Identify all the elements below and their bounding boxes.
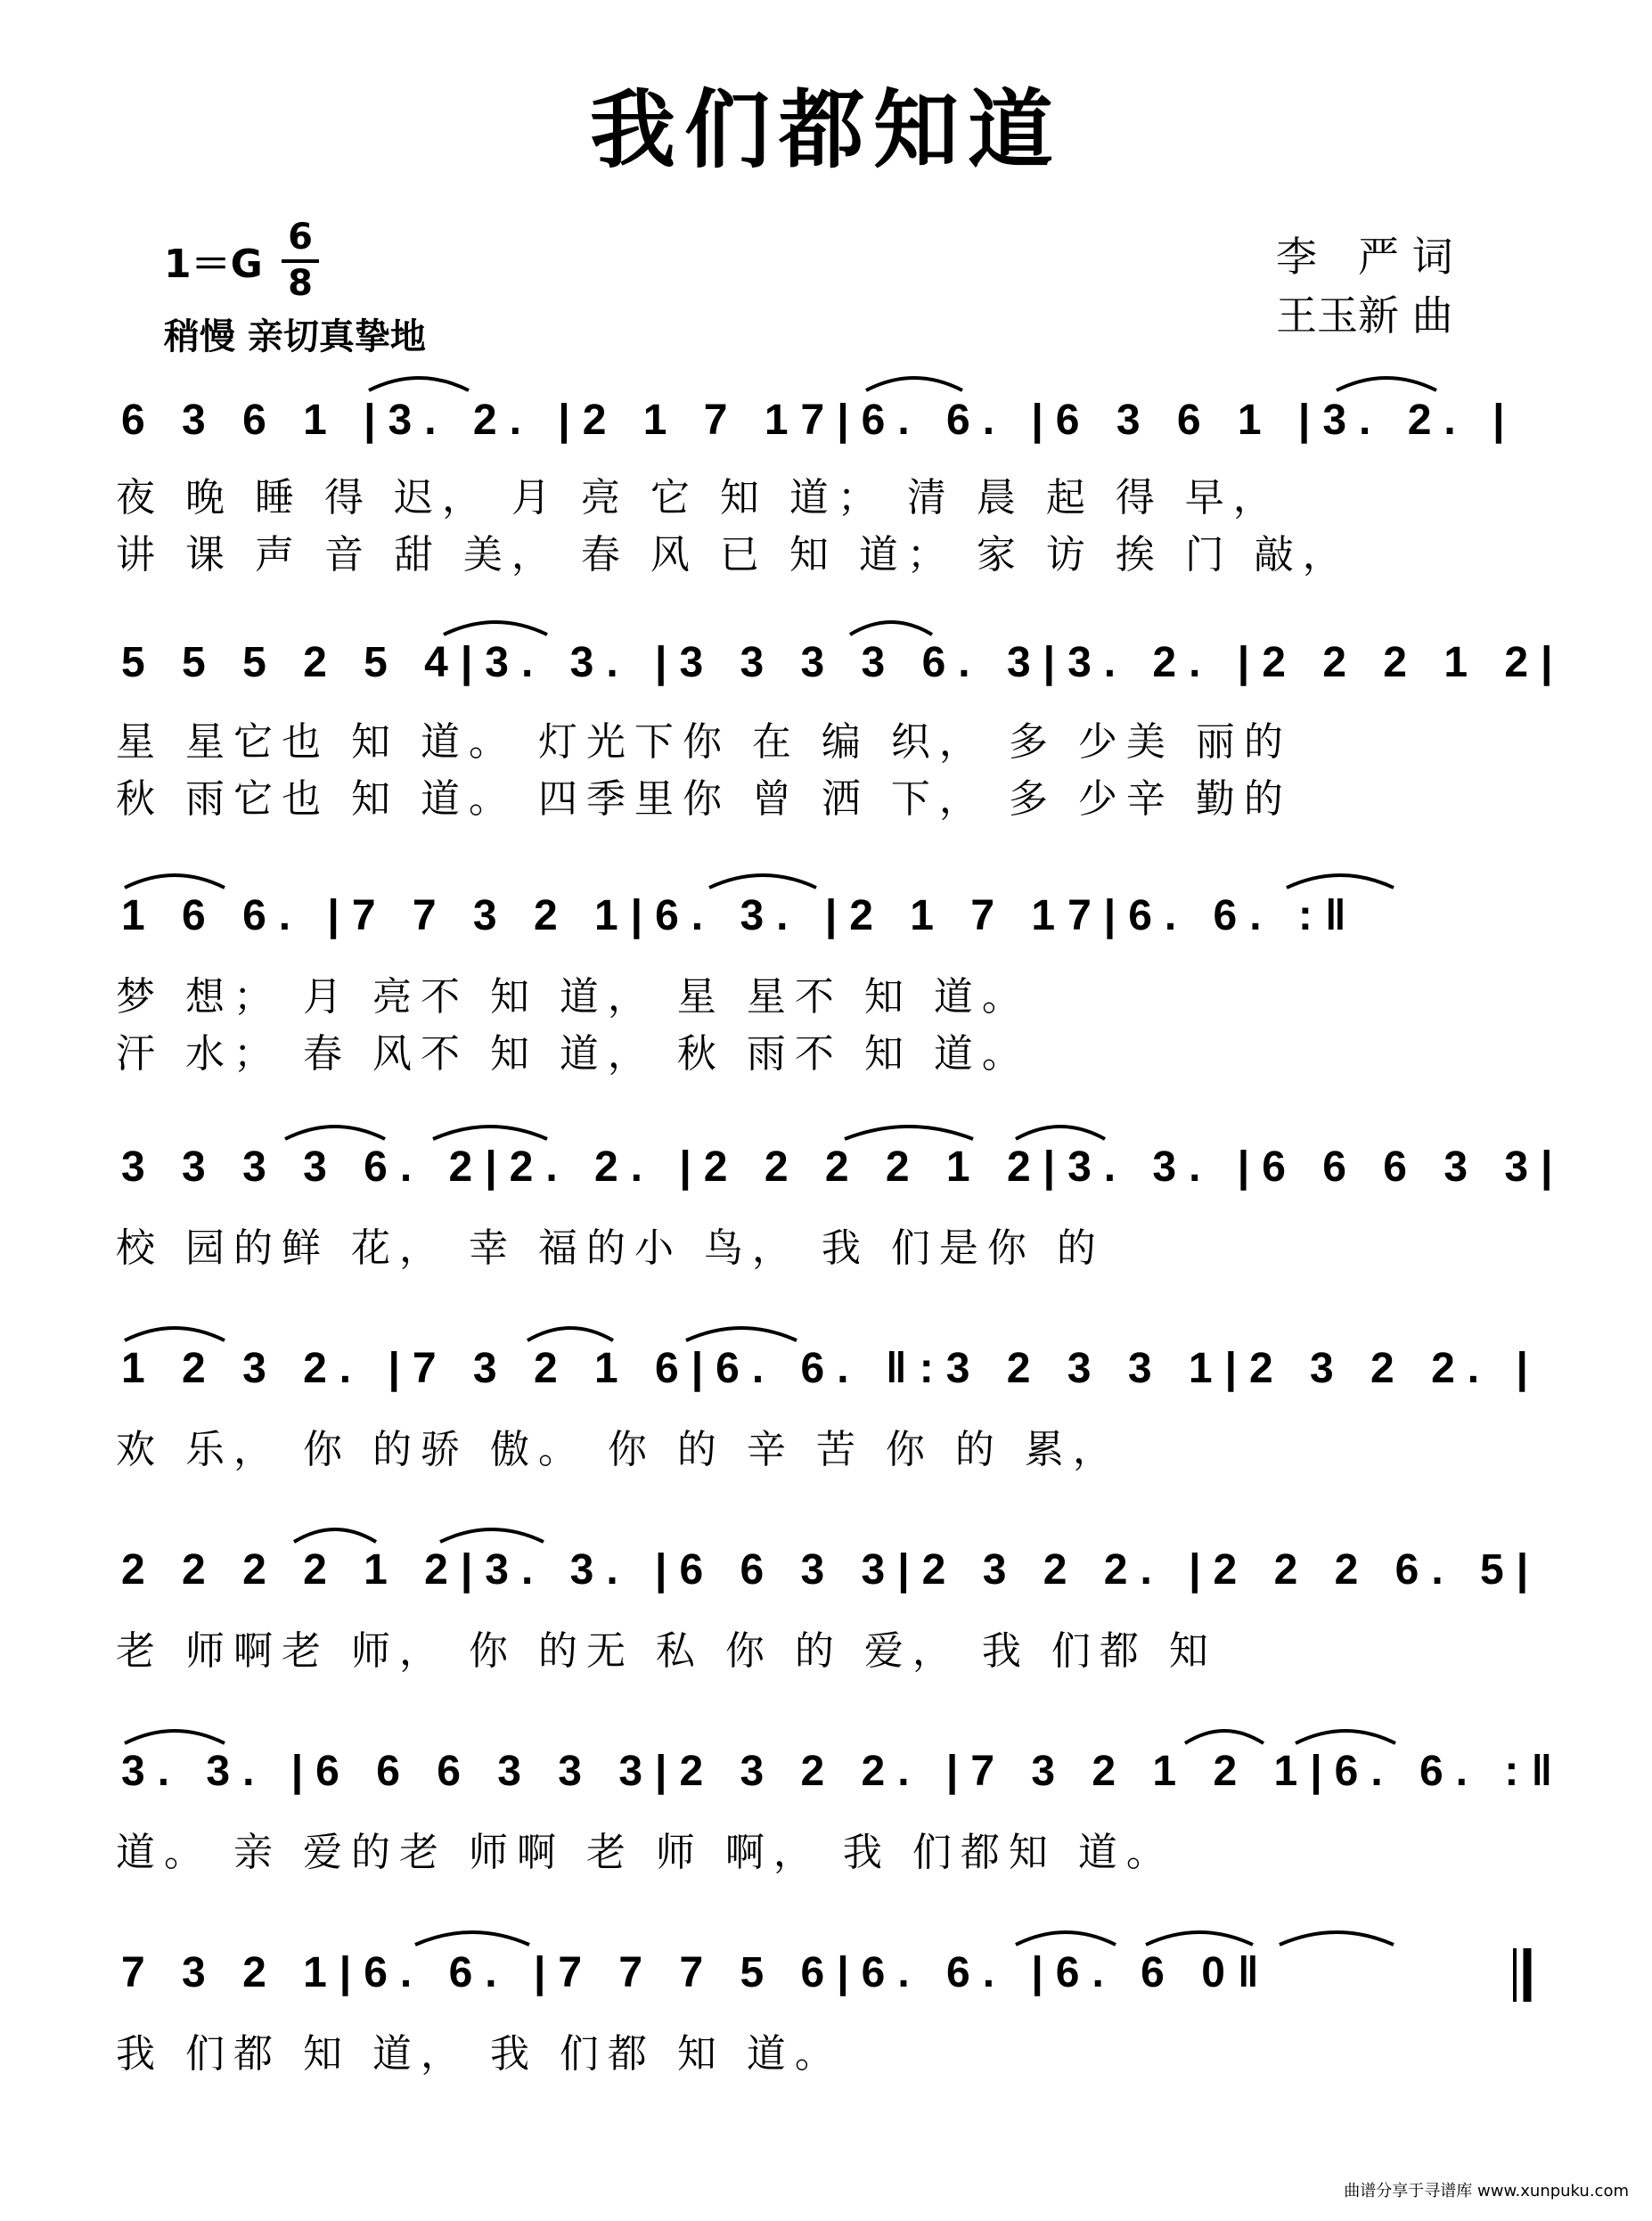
lyric-line: 老 师啊老 师， 你 的无 私 你 的 爱， 我 们都 知 [116, 1628, 1217, 1674]
slur-mark [709, 875, 816, 888]
lyric-line: 星 星它也 知 道。 灯光下你 在 编 织， 多 少美 丽的 [116, 719, 1292, 765]
composer-credit: 王玉新 曲 [1276, 291, 1453, 340]
song-title: 我们都知道 [590, 79, 1062, 180]
notation-row: 1 6 6. |7 7 3 2 1|6. 3. |2 1 7 17|6. 6. :‖ [121, 892, 1359, 939]
slur-mark [440, 1529, 544, 1542]
slur-mark [125, 1328, 225, 1340]
notation-row: 3 3 3 3 6. 2|2. 2. |2 2 2 2 1 2|3. 3. |6 6 6 3 3| [121, 1143, 1566, 1191]
slur-mark [294, 1529, 376, 1542]
slur-mark [527, 1328, 613, 1340]
slur-mark [1280, 1932, 1394, 1945]
lyric-line: 梦 想； 月 亮不 知 道， 星 星不 知 道。 [116, 974, 1030, 1020]
slur-mark [1146, 1932, 1253, 1945]
notation-row: 3. 3. |6 6 6 3 3 3|2 3 2 2. |7 3 2 1 2 1|6. 6. :‖ [121, 1748, 1566, 1795]
slur-mark [850, 622, 932, 635]
key-signature: 1＝G [164, 242, 263, 287]
slur-mark [686, 1328, 797, 1340]
slur-mark [433, 1127, 547, 1139]
notation-row: 2 2 2 2 1 2|3. 3. |6 6 3 3|2 3 2 2. |2 2 2 6. 5| [121, 1546, 1542, 1594]
lyric-line: 我 们都 知 道， 我 们都 知 道。 [116, 2031, 843, 2077]
lyricist-credit: 李 严 词 [1276, 233, 1453, 281]
slur-mark [415, 1932, 529, 1945]
footer-credit: 曲谱分享于寻谱库 www.xunpuku.com [1344, 2182, 1629, 2201]
slur-mark [1016, 1127, 1105, 1139]
lyric-line: 道。 亲 爱的老 师啊 老 师 啊， 我 们都知 道。 [116, 1830, 1174, 1875]
notation-row: 7 3 2 1|6. 6. |7 7 7 5 6|6. 6. |6. 6 0‖ [121, 1949, 1272, 1996]
slur-mark [1185, 1731, 1264, 1743]
slur-mark [125, 1731, 225, 1743]
slur-mark [1016, 1932, 1116, 1945]
notation-row: 6 3 6 1 |3. 2. |2 1 7 17|6. 6. |6 3 6 1 |3. 2. | [121, 397, 1517, 444]
slur-mark [1287, 875, 1394, 888]
tempo-marking: 稍慢 亲切真挚地 [164, 316, 426, 357]
lyric-line: 夜 晚 睡 得 迟， 月 亮 它 知 道； 清 晨 起 得 早， [116, 475, 1281, 520]
slur-mark [845, 1127, 973, 1139]
lyric-line: 秋 雨它也 知 道。 四季里你 曾 洒 下， 多 少辛 勤的 [116, 776, 1292, 822]
slur-mark [369, 378, 469, 390]
notation-row: 5 5 5 2 5 4|3. 3. |3 3 3 3 6. 3|3. 2. |2 2 2 1 2| [121, 639, 1566, 686]
slur-mark [866, 378, 962, 390]
time-signature-top: 6 [288, 217, 313, 258]
lyric-line: 欢 乐， 你 的骄 傲。 你 的 辛 苦 你 的 累， [116, 1427, 1121, 1472]
lyric-line: 校 园的鲜 花， 幸 福的小 鸟， 我 们是你 的 [116, 1225, 1105, 1271]
time-signature-bottom: 8 [288, 263, 313, 304]
lyric-line: 讲 课 声 音 甜 美， 春 风 已 知 道； 家 访 挨 门 敲， [116, 532, 1351, 578]
slur-mark [285, 1127, 385, 1139]
slur-mark [444, 622, 547, 635]
lyric-line: 汗 水； 春 风不 知 道， 秋 雨不 知 道。 [116, 1031, 1030, 1077]
slur-mark [1296, 1731, 1395, 1743]
notation-row: 1 2 3 2. |7 3 2 1 6|6. 6. ‖:3 2 3 3 1|2 3 2 2. | [121, 1345, 1541, 1392]
slur-mark [125, 875, 225, 888]
slur-mark [1337, 378, 1436, 390]
